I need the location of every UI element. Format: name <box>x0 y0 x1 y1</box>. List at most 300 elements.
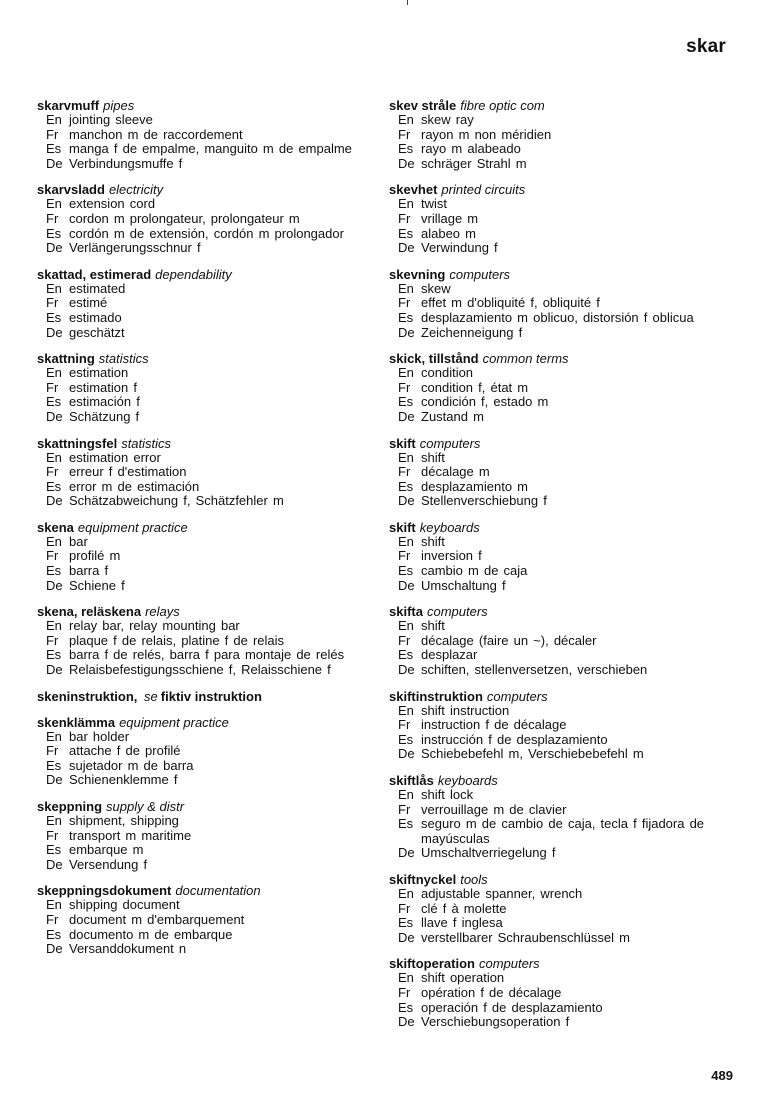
entry-headline <box>389 956 749 971</box>
language-code: Es <box>46 309 62 325</box>
translation-row <box>389 494 749 509</box>
language-code: De <box>398 746 415 762</box>
language-code: Fr <box>398 464 411 480</box>
headword: skarvsladd <box>37 182 105 198</box>
translation-text: cordón m de extensión, cordón m prolongador <box>69 225 344 241</box>
translation-text: instrucción f de desplazamiento <box>421 731 608 747</box>
language-code: Es <box>398 394 414 410</box>
translation-text: Verbindungsmuffe f <box>69 155 183 171</box>
translation-row <box>37 579 382 594</box>
translation-row <box>389 564 749 579</box>
dictionary-entry <box>37 267 382 340</box>
language-code: Fr <box>46 379 59 395</box>
dictionary-entry <box>37 689 382 704</box>
dictionary-entry <box>37 604 382 677</box>
translation-text: Verschiebungsoperation f <box>421 1014 570 1030</box>
language-code: Es <box>46 757 62 773</box>
subject-field: relays <box>145 604 180 620</box>
language-code: Fr <box>398 126 411 142</box>
dictionary-entry <box>37 351 382 424</box>
entry-headline <box>37 520 382 535</box>
headword: skift <box>389 435 416 451</box>
translation-row <box>389 803 749 818</box>
entry-headline <box>389 872 749 887</box>
language-code: De <box>398 240 415 256</box>
language-code: Es <box>46 926 62 942</box>
translation-row <box>37 311 382 326</box>
language-code: Fr <box>398 210 411 226</box>
translation-text: alabeo m <box>421 225 476 241</box>
translation-row <box>389 326 749 341</box>
translation-text: shift instruction <box>421 702 510 718</box>
language-code: Es <box>46 842 62 858</box>
language-code: En <box>398 196 414 212</box>
language-code: Fr <box>398 900 411 916</box>
translation-text: effet m d'obliquité f, obliquité f <box>421 295 600 311</box>
subject-field: computers <box>478 956 540 972</box>
language-code: De <box>46 941 63 957</box>
translation-text: estimation <box>69 365 129 381</box>
translation-text: estimation error <box>69 449 161 465</box>
language-code: De <box>46 493 63 509</box>
translation-row <box>389 227 749 242</box>
translation-row <box>389 817 749 846</box>
subject-field: statistics <box>121 435 172 451</box>
language-code: De <box>398 662 415 678</box>
translation-text: llave f inglesa <box>421 915 503 931</box>
translation-row <box>389 1001 749 1016</box>
language-code: De <box>398 408 415 424</box>
subject-field: computers <box>419 435 481 451</box>
translation-text: Schätzung f <box>69 408 140 424</box>
entry-headline <box>389 436 749 451</box>
subject-field: equipment practice <box>77 519 188 535</box>
language-code: Es <box>46 647 62 663</box>
translation-row <box>389 648 749 663</box>
language-code: Es <box>398 999 414 1015</box>
language-code: En <box>398 280 414 296</box>
subject-field: tools <box>460 871 488 887</box>
translation-text: Schienenklemme f <box>69 772 178 788</box>
translation-text: Umschaltverriegelung f <box>421 845 556 861</box>
subject-field: electricity <box>108 182 164 198</box>
headword: skick, tillstånd <box>389 351 479 367</box>
headword: skevhet <box>389 182 438 198</box>
translation-text: inversion f <box>421 548 482 564</box>
page-number: 489 <box>711 1068 733 1083</box>
translation-text: transport m maritime <box>69 827 192 843</box>
language-code: En <box>398 449 414 465</box>
see-reference: se <box>144 688 158 704</box>
translation-text: décalage (faire un ~), décaler <box>421 632 597 648</box>
language-code: En <box>46 365 62 381</box>
language-code: En <box>46 618 62 634</box>
translation-text: Zeichenneigung f <box>421 324 523 340</box>
language-code: De <box>46 240 63 256</box>
language-code: En <box>398 787 414 802</box>
language-code: Es <box>398 647 414 663</box>
translation-text: extension cord <box>69 196 156 212</box>
translation-row <box>37 395 382 410</box>
headword: skattad, estimerad <box>37 266 152 282</box>
translation-text: desplazamiento m <box>421 478 528 494</box>
entry-headline <box>389 604 749 619</box>
translation-row <box>389 381 749 396</box>
translation-text: condición f, estado m <box>421 394 549 410</box>
translation-text: shipment, shipping <box>69 813 179 828</box>
dictionary-entry <box>389 520 749 593</box>
translation-text: Verlängerungsschnur f <box>69 240 201 256</box>
translation-text: estimé <box>69 295 108 311</box>
language-code: En <box>46 897 62 913</box>
translation-text: cordon m prolongateur, prolongateur m <box>69 210 300 226</box>
translation-row <box>389 887 749 902</box>
language-code: En <box>398 618 414 634</box>
dictionary-entry <box>37 883 382 956</box>
translation-row <box>37 282 382 297</box>
translation-row <box>389 142 749 157</box>
language-code: De <box>46 324 63 340</box>
language-code: En <box>46 112 62 127</box>
translation-text: shift lock <box>421 787 474 802</box>
language-code: En <box>46 728 62 744</box>
translation-text: verstellbarer Schraubenschlüssel m <box>421 929 630 945</box>
headword: skena, reläskena <box>37 604 142 620</box>
translation-row <box>389 846 749 861</box>
dictionary-entry <box>37 98 382 171</box>
translation-row <box>37 128 382 143</box>
dictionary-entry <box>37 182 382 255</box>
translation-text: Versanddokument n <box>69 941 187 957</box>
language-code: De <box>398 577 415 593</box>
language-code: En <box>398 533 414 549</box>
translation-text: estimated <box>69 280 126 296</box>
translation-text: documento m de embarque <box>69 926 233 942</box>
entry-headline <box>37 267 382 282</box>
language-code: Fr <box>46 827 59 843</box>
translation-row <box>389 212 749 227</box>
subject-field: supply & distr <box>106 799 185 814</box>
language-code: De <box>46 662 63 678</box>
headword: skiftoperation <box>389 956 475 972</box>
translation-row <box>37 619 382 634</box>
language-code: En <box>398 365 414 381</box>
language-code: En <box>46 280 62 296</box>
translation-row <box>37 663 382 678</box>
language-code: En <box>46 813 62 828</box>
translation-text: shift <box>421 449 445 465</box>
language-code: Es <box>398 816 414 832</box>
translation-row <box>37 212 382 227</box>
running-head: skar <box>686 36 726 57</box>
translation-text: shift <box>421 533 445 549</box>
language-code: De <box>398 155 415 171</box>
language-code: Es <box>46 141 62 157</box>
dictionary-entry <box>389 351 749 424</box>
translation-text: rayon m non méridien <box>421 126 552 142</box>
language-code: En <box>398 885 414 901</box>
subject-field: documentation <box>175 883 261 899</box>
subject-field: computers <box>449 266 511 282</box>
language-code: De <box>398 493 415 509</box>
translation-row <box>389 788 749 803</box>
translation-text: Umschaltung f <box>421 577 506 593</box>
translation-text: Verwindung f <box>421 240 498 256</box>
language-code: Es <box>46 225 62 241</box>
entry-headline <box>37 604 382 619</box>
dictionary-entry <box>37 436 382 509</box>
translation-row <box>389 128 749 143</box>
translation-row <box>389 663 749 678</box>
language-code: En <box>398 702 414 718</box>
subject-field: keyboards <box>437 773 498 788</box>
translation-text: estimation f <box>69 379 137 395</box>
translation-text: instruction f de décalage <box>421 717 567 733</box>
translation-text: décalage m <box>421 464 490 480</box>
translation-row <box>37 814 382 829</box>
translation-row <box>37 564 382 579</box>
translation-row <box>37 898 382 913</box>
language-code: Fr <box>46 911 59 927</box>
translation-text: barra f <box>69 563 109 579</box>
language-code: Fr <box>46 548 59 564</box>
translation-text: desplazamiento m oblicuo, distorsión f oblicua <box>421 309 694 325</box>
language-code: Es <box>398 225 414 241</box>
translation-text: barra f de relés, barra f para montaje de relés <box>69 647 345 663</box>
translation-row <box>389 296 749 311</box>
translation-row <box>389 986 749 1001</box>
translation-row <box>389 451 749 466</box>
translation-row <box>37 942 382 957</box>
subject-field: keyboards <box>419 519 480 535</box>
translation-row <box>37 142 382 157</box>
entry-headline <box>389 773 749 788</box>
translation-text: plaque f de relais, platine f de relais <box>69 632 285 648</box>
translation-text: error m de estimación <box>69 478 200 494</box>
translation-row <box>389 480 749 495</box>
translation-row <box>37 465 382 480</box>
translation-text: manga f de empalme, manguito m de empalme <box>69 141 352 157</box>
subject-field: computers <box>426 604 488 620</box>
language-code: En <box>398 112 414 127</box>
translation-text: schräger Strahl m <box>421 155 527 171</box>
subject-field: dependability <box>155 266 232 282</box>
language-code: Fr <box>46 632 59 648</box>
language-code: Es <box>398 478 414 494</box>
translation-row <box>37 197 382 212</box>
headword: skift <box>389 519 416 535</box>
translation-text: document m d'embarquement <box>69 911 245 927</box>
language-code: Fr <box>398 379 411 395</box>
language-code: De <box>398 845 415 861</box>
cross-reference-target: fiktiv instruktion <box>160 688 262 704</box>
translation-text: vrillage m <box>421 210 479 226</box>
headword: skattning <box>37 351 95 367</box>
translation-row <box>37 157 382 172</box>
dictionary-entry <box>389 98 749 171</box>
translation-row <box>389 579 749 594</box>
entry-headline <box>37 715 382 730</box>
translation-row <box>389 1015 749 1030</box>
translation-text: erreur f d'estimation <box>69 464 187 480</box>
translation-row <box>389 311 749 326</box>
language-code: De <box>46 772 63 788</box>
language-code: Fr <box>398 548 411 564</box>
headword: skeninstruktion, <box>37 688 138 704</box>
translation-row <box>37 634 382 649</box>
translation-row <box>37 480 382 495</box>
translation-text: desplazar <box>421 647 478 663</box>
translation-row <box>37 744 382 759</box>
translation-row <box>37 227 382 242</box>
translation-text: schiften, stellenversetzen, verschieben <box>421 662 648 678</box>
language-code: De <box>398 1014 415 1030</box>
translation-row <box>389 197 749 212</box>
translation-text: verrouillage m de clavier <box>421 801 567 817</box>
dictionary-entry <box>389 267 749 340</box>
dictionary-entry <box>389 182 749 255</box>
translation-text: geschätzt <box>69 324 125 340</box>
language-code: Es <box>46 563 62 579</box>
translation-row <box>37 381 382 396</box>
language-code: Fr <box>398 801 411 817</box>
translation-text: Stellenverschiebung f <box>421 493 547 509</box>
dictionary-entry <box>37 799 382 872</box>
subject-field: common terms <box>482 351 569 367</box>
translation-row <box>389 465 749 480</box>
translation-text: cambio m de caja <box>421 563 528 579</box>
translation-row <box>389 113 749 128</box>
language-code: Es <box>398 141 414 157</box>
translation-text: shipping document <box>69 897 180 913</box>
translation-text: operación f de desplazamiento <box>421 999 603 1015</box>
translation-text: Schätzabweichung f, Schätzfehler m <box>69 493 284 509</box>
entry-headline <box>37 351 382 366</box>
translation-text: bar holder <box>69 728 130 744</box>
language-code: Es <box>398 915 414 931</box>
right-column <box>389 98 749 1041</box>
headword: skifta <box>389 604 423 620</box>
translation-text: estimación f <box>69 394 140 410</box>
translation-row <box>37 410 382 425</box>
translation-text: estimado <box>69 309 122 325</box>
translation-row <box>389 157 749 172</box>
language-code: En <box>398 970 414 986</box>
translation-row <box>389 747 749 762</box>
subject-field: computers <box>486 688 548 704</box>
subject-field: printed circuits <box>441 182 526 198</box>
translation-row <box>37 730 382 745</box>
translation-text: shift <box>421 618 445 634</box>
subject-field: fibre optic com <box>460 98 545 113</box>
language-code: Fr <box>398 632 411 648</box>
entry-headline <box>389 520 749 535</box>
language-code: Es <box>398 309 414 325</box>
dictionary-entry <box>389 604 749 677</box>
translation-text: shift operation <box>421 970 505 986</box>
headword: skiftlås <box>389 773 434 788</box>
translation-row <box>389 549 749 564</box>
dictionary-entry <box>389 872 749 945</box>
translation-row <box>37 913 382 928</box>
headword: skiftnyckel <box>389 871 457 887</box>
translation-text: skew ray <box>421 112 474 127</box>
language-code: Fr <box>46 126 59 142</box>
translation-row <box>37 451 382 466</box>
translation-row <box>389 395 749 410</box>
translation-row <box>37 648 382 663</box>
language-code: Fr <box>398 717 411 733</box>
entry-headline <box>389 182 749 197</box>
subject-field: equipment practice <box>119 714 229 730</box>
entry-headline <box>37 883 382 898</box>
translation-row <box>389 916 749 931</box>
translation-text: jointing sleeve <box>69 112 153 127</box>
dictionary-entry <box>37 520 382 593</box>
translation-row <box>37 928 382 943</box>
headword: skiftinstruktion <box>389 688 483 704</box>
translation-text: sujetador m de barra <box>69 757 194 773</box>
language-code: De <box>46 856 63 872</box>
translation-row <box>37 858 382 873</box>
headword: skena <box>37 519 74 535</box>
translation-row <box>37 535 382 550</box>
dictionary-entry <box>37 715 382 788</box>
dictionary-entry <box>389 956 749 1029</box>
translation-row <box>389 282 749 297</box>
headword: skev stråle <box>389 98 457 113</box>
language-code: De <box>46 408 63 424</box>
translation-text: condition f, état m <box>421 379 529 395</box>
headword: skeppningsdokument <box>37 883 172 899</box>
entry-headline <box>389 267 749 282</box>
language-code: Es <box>398 731 414 747</box>
translation-text: twist <box>421 196 447 212</box>
entry-headline <box>389 689 749 704</box>
entry-headline <box>389 98 749 113</box>
language-code: Fr <box>398 295 411 311</box>
language-code: De <box>46 577 63 593</box>
translation-row <box>389 704 749 719</box>
translation-row <box>37 241 382 256</box>
entry-headline <box>389 351 749 366</box>
translation-text: skew <box>421 280 451 296</box>
language-code: Fr <box>46 743 59 759</box>
translation-row <box>389 733 749 748</box>
translation-text: profilé m <box>69 548 121 564</box>
translation-row <box>389 619 749 634</box>
language-code: Es <box>398 563 414 579</box>
dictionary-entry <box>389 773 749 861</box>
language-code: Fr <box>46 464 59 480</box>
language-code: Fr <box>46 210 59 226</box>
translation-row <box>37 829 382 844</box>
translation-row <box>389 366 749 381</box>
translation-text: seguro m de cambio de caja, tecla f fijadora de mayúsculas <box>421 816 705 846</box>
language-code: Fr <box>46 295 59 311</box>
headword: skattningsfel <box>37 435 118 451</box>
dictionary-entry <box>389 436 749 509</box>
language-code: De <box>398 324 415 340</box>
subject-field: statistics <box>98 351 149 367</box>
translation-text: Schiebebefehl m, Verschiebebefehl m <box>421 746 644 762</box>
translation-row <box>37 326 382 341</box>
language-code: En <box>46 533 62 549</box>
language-code: Es <box>46 478 62 494</box>
language-code: En <box>46 449 62 465</box>
language-code: Es <box>46 394 62 410</box>
translation-row <box>37 366 382 381</box>
